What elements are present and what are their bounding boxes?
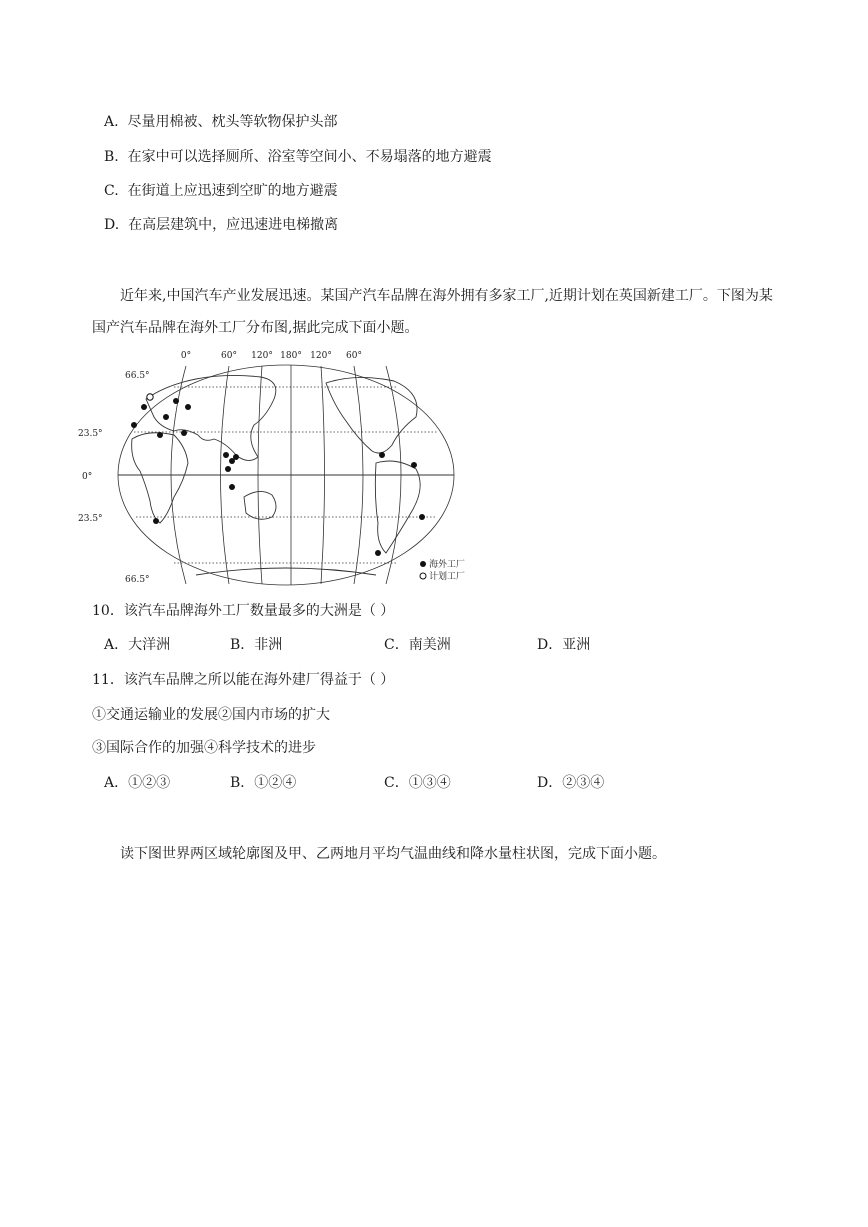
q10-stem: 10．该汽车品牌海外工厂数量最多的大洲是（ ） <box>92 603 395 619</box>
closing-paragraph: 读下图世界两区域轮廓图及甲、乙两地月平均气温曲线和降水量柱状图，完成下面小题。 <box>120 846 666 862</box>
intro-paragraph: 近年来,中国汽车产业发展迅速。某国产汽车品牌在海外拥有多家工厂,近期计划在英国新建工厂。下图为某国产汽车品牌在海外工厂分布图,据此完成下面小题。 <box>92 288 773 336</box>
q10-option-b: B．非洲 <box>230 637 283 653</box>
legend-overseas-dot <box>420 561 426 567</box>
lon-label-60w: 60° <box>346 351 362 361</box>
factory-dot <box>233 454 239 460</box>
q9-option-a: A. 尽量用棉被、枕头等软物保护头部 <box>104 114 338 130</box>
q11-stem: 11．该汽车品牌之所以能在海外建厂得益于（ ） <box>92 672 395 688</box>
q11-item-line-2: ③国际合作的加强④科学技术的进步 <box>92 740 316 756</box>
legend-planned-label: 计划工厂 <box>429 572 466 582</box>
q9-option-c: C. 在街道上应迅速到空旷的地方避震 <box>104 183 338 199</box>
factory-dot <box>225 466 231 472</box>
factory-dot <box>131 422 137 428</box>
lon-label-180: 180° <box>280 351 302 361</box>
legend-overseas-label: 海外工厂 <box>429 560 466 570</box>
factory-dot <box>185 404 191 410</box>
q11-item-line-1: ①交通运输业的发展②国内市场的扩大 <box>92 707 330 723</box>
lat-label-23s: 23.5° <box>78 514 103 524</box>
lon-label-0: 0° <box>180 351 192 361</box>
factory-dot <box>419 514 425 520</box>
world-factory-map <box>76 347 496 589</box>
factory-dot <box>379 452 385 458</box>
q11-option-d: D．②③④ <box>537 775 605 791</box>
q10-option-c: C．南美洲 <box>384 637 451 653</box>
factory-dot <box>157 432 163 438</box>
factory-dot <box>411 462 417 468</box>
factory-dot <box>141 404 147 410</box>
factory-dot <box>181 430 187 436</box>
lat-label-0: 0° <box>82 472 93 482</box>
q11-option-b: B．①②④ <box>230 775 297 791</box>
legend-planned-dot <box>420 573 426 579</box>
factory-dot <box>163 414 169 420</box>
planned-factory-marker <box>147 394 153 400</box>
q9-option-b: B. 在家中可以选择厕所、浴室等空间小、不易塌落的地方避震 <box>104 149 492 165</box>
factory-dot <box>153 518 159 524</box>
q11-option-c: C．①③④ <box>384 775 451 791</box>
lat-label-23n: 23.5° <box>78 429 103 439</box>
q11-option-a: A．①②③ <box>104 775 171 791</box>
factory-dot <box>223 452 229 458</box>
lon-label-120e: 120° <box>251 351 273 361</box>
factory-dot <box>173 398 179 404</box>
lat-label-66n: 66.5° <box>125 371 150 381</box>
q9-option-d: D. 在高层建筑中，应迅速进电梯撤离 <box>104 217 339 233</box>
map-legend <box>420 558 465 582</box>
q10-option-a: A．大洋洲 <box>104 637 171 653</box>
lon-label-60e: 60° <box>221 351 237 361</box>
q10-option-d: D．亚洲 <box>537 637 591 653</box>
factory-dot <box>375 550 381 556</box>
map-graticule <box>118 365 454 585</box>
lat-label-66s: 66.5° <box>125 575 150 585</box>
factory-dot <box>229 484 235 490</box>
lon-label-120w: 120° <box>310 351 332 361</box>
